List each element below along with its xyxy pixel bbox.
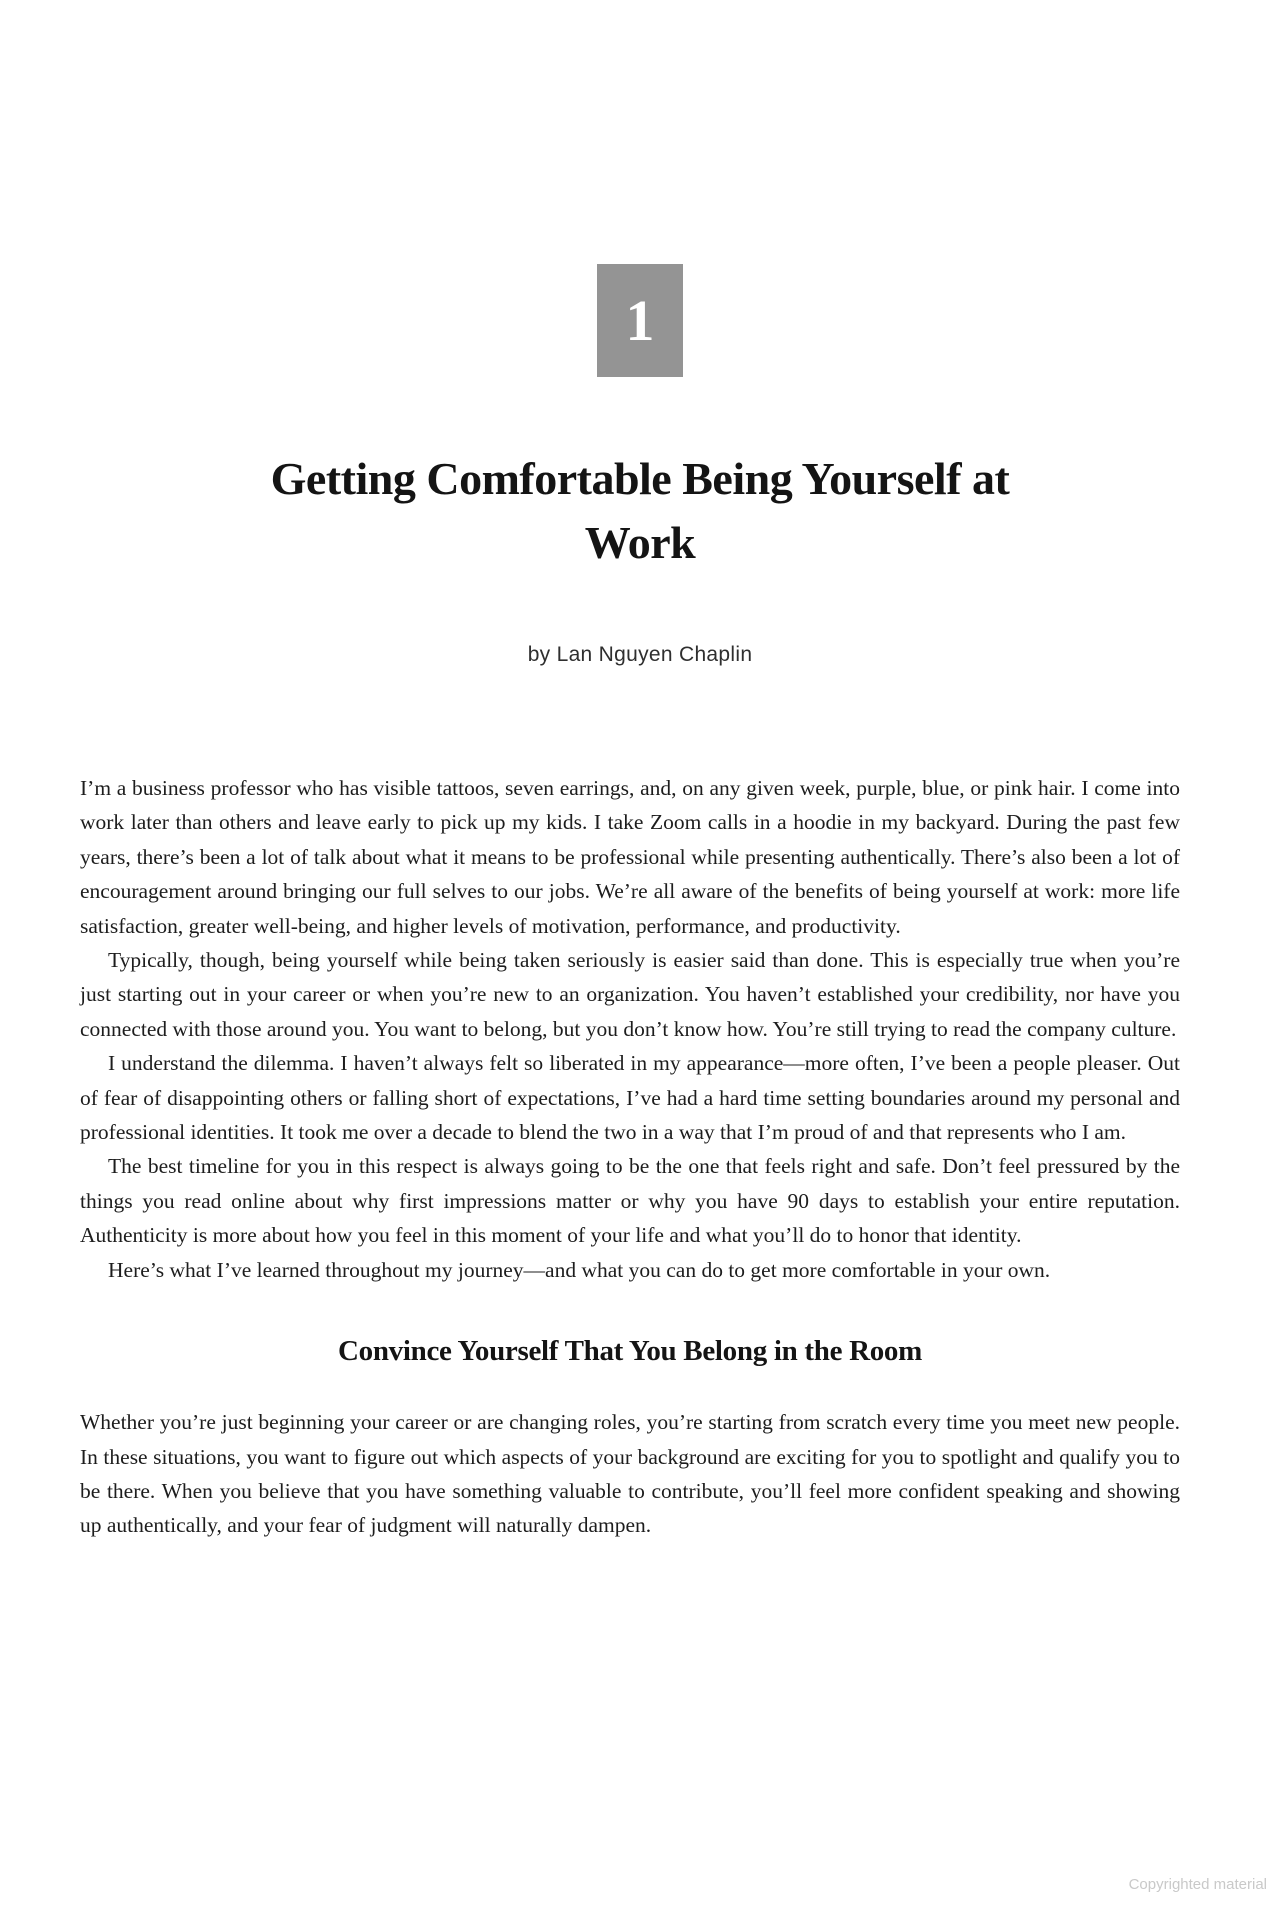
chapter-number: 1 [625,287,655,353]
article-body [80,771,1180,1543]
paragraph-3: I understand the dilemma. I haven’t always felt so liberated in my appearance—more often, I’ve been a people pleaser. Out of fear of disappointing others or falling short of expectations, I’ve had a hard time setting boundaries around my personal and professional identities. It took me over a decade to blend the two in a way that I’m proud of and that represents who I am. [80,1051,1180,1145]
chapter-title-line-2: Work [584,517,696,568]
section-heading: Convince Yourself That You Belong in the Room [337,1335,922,1368]
paragraph-5: Here’s what I’ve learned throughout my journey—and what you can do to get more comfortable in your own. [108,1257,1051,1282]
copyright-notice: Copyrighted material [1128,1876,1267,1893]
paragraph-2: Typically, though, being yourself while being taken seriously is easier said than done. This is especially true when you’re just starting out in your career or when you’re new to an organization. You haven’t established your credibility, nor have you connected with those around you. You want to belong, but you don’t know how. You’re still trying to read the company culture. [80,948,1180,1041]
paragraph-1: I’m a business professor who has visible tattoos, seven earrings, and, on any given week, purple, blue, or pink hair. I come into work later than others and leave early to pick up my kids. I take Zoom calls in a hoodie in my backyard. During the past few years, there’s been a lot of talk about what it means to be professional while presenting authentically. There’s also been a lot of encouragement around bringing our full selves to our jobs. We’re all aware of the benefits of being yourself at work: more life satisfaction, greater well-being, and higher levels of motivation, performance, and productivity. [80,776,1180,938]
paragraph-4: The best timeline for you in this respect is always going to be the one that feels right and safe. Don’t feel pressured by the things you read online about why first impressions matter or why you have 90 days to establish your entire reputation. Authenticity is more about how you feel in this moment of your life and what you’ll do to honor that identity. [80,1154,1180,1248]
chapter-number-box [597,264,683,377]
chapter-title-line-1: Getting Comfortable Being Yourself at [270,453,1010,504]
chapter-title [0,447,1280,575]
section-paragraph-1: Whether you’re just beginning your career or are changing roles, you’re starting from scratch every time you meet new people. In these situations, you want to figure out which aspects of your background are exciting for you to spotlight and qualify you to be there. When you believe that you have something valuable to contribute, you’ll feel more confident speaking and showing up authentically, and your fear of judgment will naturally dampen. [80,1410,1180,1538]
byline: by Lan Nguyen Chaplin [527,643,753,666]
